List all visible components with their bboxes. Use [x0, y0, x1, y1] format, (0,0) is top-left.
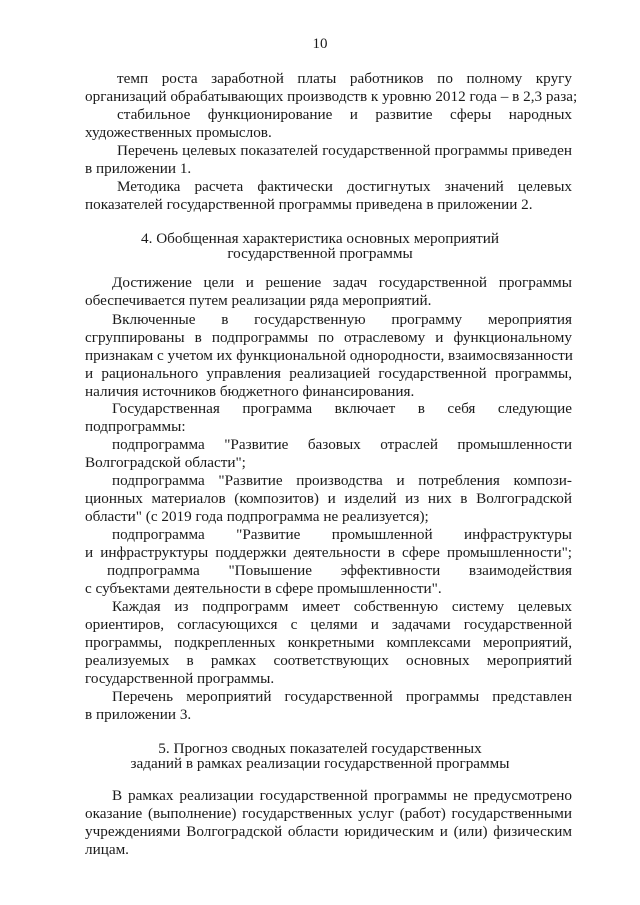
paragraph-line: программы, подкрепленных конкретными комплексами мероприятий, — [85, 634, 572, 651]
paragraph-line: Каждая из подпрограмм имеет собственную систему целевых — [112, 598, 572, 615]
paragraph-line: показателей государственной программы приведена в приложении 2. — [85, 196, 533, 213]
paragraph-line: темп роста заработной платы работников по полному кругу — [117, 70, 572, 87]
paragraph-line: Методика расчета фактически достигнутых значений целевых — [117, 178, 572, 195]
page-number: 10 — [312, 36, 328, 52]
paragraph-line: Перечень мероприятий государственной программы представлен — [112, 688, 572, 705]
paragraph-line: В рамках реализации государственной программы не предусмотрено — [112, 787, 572, 804]
paragraph-line: учреждениями Волгоградской области юридическим и (или) физическим — [85, 823, 572, 840]
paragraph-line: наличия источников бюджетного финансирования. — [85, 383, 415, 400]
paragraph-line: стабильное функционирование и развитие сферы народных — [117, 106, 572, 123]
paragraph-line: лицам. — [85, 841, 129, 858]
paragraph-line: Волгоградской области"; — [85, 454, 246, 471]
paragraph-line: признакам с учетом их функциональной однородности, взаимосвязанности — [85, 347, 573, 364]
section-heading-5-line1: 5. Прогноз сводных показателей государственных — [158, 740, 482, 757]
paragraph-line: Перечень целевых показателей государственной программы приведен — [117, 142, 572, 159]
paragraph-line: Достижение цели и решение задач государственной программы — [112, 274, 572, 291]
subprogram-item-2: подпрограмма "Развитие производства и потребления компози- — [112, 472, 572, 489]
paragraph-line: и рационального управления реализацией государственной программы, — [85, 365, 572, 382]
section-heading-4-line1: 4. Обобщенная характеристика основных мероприятий — [141, 230, 499, 247]
paragraph-line: обеспечивается путем реализации ряда мероприятий. — [85, 292, 432, 309]
subprogram-item-1: подпрограмма "Развитие базовых отраслей промышленности — [112, 436, 572, 453]
paragraph-line: реализуемых в рамках соответствующих основных мероприятий — [85, 652, 572, 669]
paragraph-line: оказание (выполнение) государственных услуг (работ) государственными — [85, 805, 572, 822]
paragraph-line: сгруппированы в подпрограммы по отраслевому и функциональному — [85, 329, 572, 346]
paragraph-line: в приложении 1. — [85, 160, 192, 177]
paragraph-line: ционных материалов (композитов) и изделий из них в Волгоградской — [85, 490, 572, 507]
paragraph-line: ориентиров, согласующихся с целями и задачами государственной — [85, 616, 572, 633]
subprogram-item-4: подпрограмма "Повышение эффективности взаимодействия — [107, 562, 572, 579]
paragraph-line: в приложении 3. — [85, 706, 192, 723]
paragraph-line: художественных промыслов. — [85, 124, 272, 141]
paragraph-line: Включенные в государственную программу мероприятия — [112, 311, 572, 328]
paragraph-line: государственной программы. — [85, 670, 275, 687]
paragraph-line: организаций обрабатывающих производств к уровню 2012 года – в 2,3 раза; — [85, 88, 578, 105]
section-heading-5-line2: заданий в рамках реализации государственной программы — [130, 755, 510, 772]
paragraph-line: подпрограммы: — [85, 418, 186, 435]
section-heading-4-line2: государственной программы — [227, 245, 413, 262]
subprogram-item-3: подпрограмма "Развитие промышленной инфраструктуры — [112, 526, 572, 543]
paragraph-line: с субъектами деятельности в сфере промышленности". — [85, 580, 442, 597]
paragraph-line: Государственная программа включает в себя следующие — [112, 400, 572, 417]
paragraph-line: области" (с 2019 года подпрограмма не реализуется); — [85, 508, 429, 525]
paragraph-line: и инфраструктуры поддержки деятельности в сфере промышленности"; — [85, 544, 572, 561]
